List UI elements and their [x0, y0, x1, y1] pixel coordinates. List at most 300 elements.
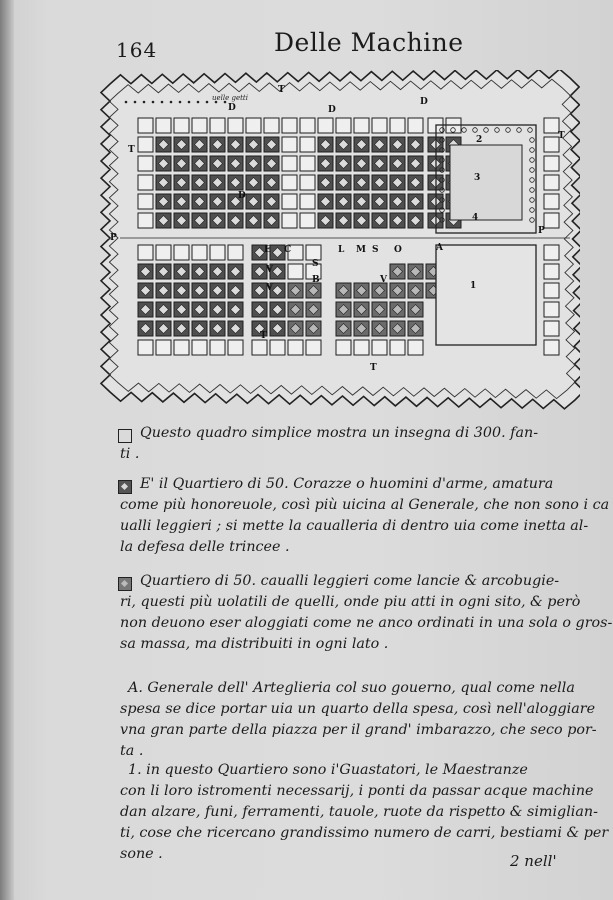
- quarter-cell: [264, 156, 279, 171]
- page-gutter: [0, 0, 14, 900]
- cell-square: [336, 340, 351, 355]
- quarter-cell: [372, 118, 387, 133]
- quarter-cell: [210, 175, 225, 190]
- road-dot: [206, 101, 209, 104]
- cell-square: [138, 118, 153, 133]
- plan-letter: C: [284, 245, 292, 255]
- plan-letter: T: [370, 363, 377, 373]
- quarter-cell: [372, 175, 387, 190]
- quarter-cell: [228, 321, 243, 336]
- cell-square: [288, 264, 303, 279]
- cell-square: [282, 213, 297, 228]
- plan-caption: uelle getti: [212, 94, 248, 102]
- cell-square: [282, 118, 297, 133]
- quarter-cell: [300, 213, 315, 228]
- quarter-cell: [544, 245, 559, 260]
- quarter-cell: [192, 321, 207, 336]
- cell-square: [544, 175, 559, 190]
- quarter-cell: [138, 175, 153, 190]
- quarter-cell: [252, 302, 267, 317]
- quarter-cell: [390, 321, 405, 336]
- cell-square: [174, 118, 189, 133]
- cell-square: [174, 340, 189, 355]
- quarter-cell: [544, 175, 559, 190]
- quarter-cell: [210, 321, 225, 336]
- plan-letter: T: [128, 145, 135, 155]
- cell-square: [228, 245, 243, 260]
- plan-letter: V: [266, 265, 273, 275]
- quarter-cell: [156, 264, 171, 279]
- quarter-cell: [138, 137, 153, 152]
- quarter-cell: [138, 156, 153, 171]
- legend-line: ri, questi più uolatili de quelli, onde piu atti in ogni sito, & però: [120, 594, 581, 610]
- cell-square: [408, 118, 423, 133]
- quarter-cell: [372, 321, 387, 336]
- quarter-cell: [544, 118, 559, 133]
- cell-square: [354, 340, 369, 355]
- plan-letter: P: [110, 233, 117, 243]
- quarter-cell: [228, 283, 243, 298]
- quarter-cell: [192, 264, 207, 279]
- quarter-cell: [390, 283, 405, 298]
- quarter-cell: [270, 245, 285, 260]
- cell-square: [264, 118, 279, 133]
- cell-square: [306, 245, 321, 260]
- legend-line: non deuono eser aloggiati come ne anco ordinati in una sola o gros-: [120, 615, 613, 631]
- quarter-cell: [156, 321, 171, 336]
- cell-square: [210, 118, 225, 133]
- quarter-cell: [138, 321, 153, 336]
- quarter-cell: [174, 245, 189, 260]
- quarter-cell: [354, 340, 369, 355]
- quarter-cell: [192, 245, 207, 260]
- quarter-cell: [156, 137, 171, 152]
- quarter-cell: [318, 175, 333, 190]
- quarter-cell: [270, 321, 285, 336]
- cell-square: [300, 194, 315, 209]
- quarter-cell: [138, 302, 153, 317]
- cell-square: [544, 264, 559, 279]
- quarter-cell: [306, 302, 321, 317]
- quarter-cell: [246, 156, 261, 171]
- quarter-cell: [372, 302, 387, 317]
- quarter-cell: [390, 264, 405, 279]
- quarter-cell: [390, 302, 405, 317]
- quarter-cell: [156, 194, 171, 209]
- legend-line: Quartiero di 50. caualli leggieri come lancie & arcobugie-: [140, 573, 560, 589]
- camp-plan-woodcut: [100, 70, 580, 410]
- cell-square: [282, 194, 297, 209]
- page-number: 164: [116, 38, 158, 62]
- plan-letter: A: [436, 243, 443, 253]
- quarter-cell: [408, 137, 423, 152]
- legend-line: la defesa delle trincee .: [120, 539, 290, 555]
- dark-diamond-square-icon: [118, 577, 132, 591]
- plan-letter: M: [356, 245, 366, 255]
- plan-letter: D: [420, 97, 428, 107]
- quarter-cell: [156, 340, 171, 355]
- quarter-cell: [336, 321, 351, 336]
- quarter-cell: [210, 302, 225, 317]
- paragraph-line: ta .: [120, 743, 144, 759]
- quarter-cell: [354, 302, 369, 317]
- quarter-cell: [408, 213, 423, 228]
- quarter-cell: [408, 302, 423, 317]
- quarter-cell: [174, 302, 189, 317]
- quarter-cell: [544, 283, 559, 298]
- quarter-cell: [264, 213, 279, 228]
- cell-square: [544, 340, 559, 355]
- quarter-cell: [336, 194, 351, 209]
- plan-letter: D: [228, 103, 236, 113]
- road-dot: [188, 101, 191, 104]
- quarter-cell: [544, 194, 559, 209]
- quarter-cell: [372, 194, 387, 209]
- quarter-cell: [288, 340, 303, 355]
- quarter-cell: [228, 302, 243, 317]
- cell-square: [174, 245, 189, 260]
- quarter-cell: [288, 283, 303, 298]
- quarter-cell: [318, 118, 333, 133]
- quarter-cell: [192, 302, 207, 317]
- paragraph-line: ti, cose che ricercano grandissimo numero de carri, bestiami & per: [120, 825, 609, 841]
- quarter-cell: [192, 194, 207, 209]
- quarter-cell: [408, 194, 423, 209]
- cell-square: [318, 118, 333, 133]
- paragraph-line: vna gran parte della piazza per il grand' imbarazzo, che seco por-: [120, 722, 597, 738]
- plan-letter: O: [394, 245, 402, 255]
- quarter-cell: [408, 321, 423, 336]
- quarter-cell: [246, 175, 261, 190]
- cell-square: [300, 137, 315, 152]
- cell-square: [306, 340, 321, 355]
- paragraph-line: dan alzare, funi, ferramenti, tauole, ruote da rispetto & simiglian-: [120, 804, 598, 820]
- quarter-cell: [174, 283, 189, 298]
- road-dot: [152, 101, 155, 104]
- quarter-cell: [318, 194, 333, 209]
- quarter-cell: [390, 137, 405, 152]
- quarter-cell: [192, 156, 207, 171]
- cell-square: [390, 118, 405, 133]
- legend-line: come più honoreuole, così più uicina al Generale, che non sono i ca: [120, 497, 610, 513]
- quarter-cell: [192, 340, 207, 355]
- quarter-cell: [354, 156, 369, 171]
- quarter-cell: [210, 194, 225, 209]
- quarter-cell: [138, 264, 153, 279]
- paragraph-line: sone .: [120, 846, 163, 862]
- cell-square: [192, 340, 207, 355]
- road-dot: [179, 101, 182, 104]
- quarter-cell: [354, 137, 369, 152]
- quarter-cell: [544, 137, 559, 152]
- quarter-cell: [306, 283, 321, 298]
- quarter-cell: [138, 118, 153, 133]
- cell-square: [138, 194, 153, 209]
- quarter-cell: [228, 175, 243, 190]
- quarter-cell: [192, 175, 207, 190]
- plan-letter: S: [372, 245, 379, 255]
- quarter-cell: [228, 264, 243, 279]
- quarter-cell: [306, 340, 321, 355]
- legend-line: Questo quadro simplice mostra un insegna di 300. fan-: [140, 425, 539, 441]
- cell-square: [138, 156, 153, 171]
- legend-line: ti .: [120, 446, 140, 462]
- artillery-quarter: [436, 245, 536, 345]
- cell-square: [544, 194, 559, 209]
- cell-square: [354, 118, 369, 133]
- plan-letter: T: [558, 131, 565, 141]
- quarter-cell: [544, 264, 559, 279]
- quarter-cell: [288, 302, 303, 317]
- quarter-cell: [264, 118, 279, 133]
- paragraph-line: con li loro istromenti necessarij, i ponti da passar acque machine: [120, 783, 594, 799]
- quarter-cell: [390, 175, 405, 190]
- cell-square: [300, 213, 315, 228]
- road-dot: [125, 101, 128, 104]
- quarter-cell: [252, 340, 267, 355]
- quarter-cell: [318, 156, 333, 171]
- quarter-cell: [408, 175, 423, 190]
- quarter-cell: [174, 194, 189, 209]
- cell-square: [372, 340, 387, 355]
- quarter-cell: [372, 156, 387, 171]
- cell-square: [156, 118, 171, 133]
- quarter-cell: [228, 137, 243, 152]
- quarter-cell: [354, 321, 369, 336]
- quarter-cell: [372, 283, 387, 298]
- plan-letter: T: [260, 331, 267, 341]
- quarter-cell: [372, 213, 387, 228]
- quarter-cell: [318, 213, 333, 228]
- plan-letter: 4: [472, 213, 479, 223]
- plan-letter: 1: [470, 281, 477, 291]
- cell-square: [544, 245, 559, 260]
- quarter-cell: [408, 156, 423, 171]
- quarter-cell: [246, 137, 261, 152]
- quarter-cell: [544, 213, 559, 228]
- quarter-cell: [228, 118, 243, 133]
- quarter-cell: [354, 283, 369, 298]
- cell-square: [138, 245, 153, 260]
- quarter-cell: [192, 213, 207, 228]
- quarter-cell: [156, 213, 171, 228]
- quarter-cell: [228, 213, 243, 228]
- quarter-cell: [336, 340, 351, 355]
- quarter-cell: [300, 175, 315, 190]
- quarter-cell: [282, 156, 297, 171]
- quarter-cell: [336, 137, 351, 152]
- quarter-cell: [390, 156, 405, 171]
- cell-square: [336, 118, 351, 133]
- quarter-cell: [544, 302, 559, 317]
- cell-square: [282, 156, 297, 171]
- quarter-cell: [210, 213, 225, 228]
- quarter-cell: [174, 156, 189, 171]
- plan-letter: D: [238, 191, 246, 201]
- cell-square: [228, 340, 243, 355]
- plan-letter: 2: [476, 135, 483, 145]
- quarter-cell: [306, 245, 321, 260]
- quarter-cell: [138, 213, 153, 228]
- quarter-cell: [372, 340, 387, 355]
- paragraph-line: A. Generale dell' Arteglieria col suo gouerno, qual come nella: [128, 680, 575, 696]
- quarter-cell: [408, 118, 423, 133]
- catchword: 2 nell': [510, 852, 557, 870]
- cell-square: [390, 340, 405, 355]
- quarter-cell: [192, 137, 207, 152]
- road-dot: [197, 101, 200, 104]
- quarter-cell: [156, 156, 171, 171]
- quarter-cell: [174, 340, 189, 355]
- quarter-cell: [174, 118, 189, 133]
- quarter-cell: [300, 118, 315, 133]
- plan-letter: P: [538, 226, 545, 236]
- quarter-cell: [210, 283, 225, 298]
- cell-square: [544, 283, 559, 298]
- quarter-cell: [156, 118, 171, 133]
- quarter-cell: [252, 264, 267, 279]
- plan-letter: D: [328, 105, 336, 115]
- plain-square-icon: [118, 429, 132, 443]
- general-tent: [450, 145, 522, 220]
- legend-line: ualli leggieri ; si mette la caualleria di dentro uia come inetta al-: [120, 518, 589, 534]
- quarter-cell: [390, 194, 405, 209]
- quarter-cell: [336, 118, 351, 133]
- quarter-cell: [282, 137, 297, 152]
- cell-square: [544, 137, 559, 152]
- cell-square: [138, 175, 153, 190]
- road-dot: [161, 101, 164, 104]
- quarter-cell: [264, 137, 279, 152]
- road-dot: [143, 101, 146, 104]
- quarter-cell: [174, 175, 189, 190]
- quarter-cell: [174, 137, 189, 152]
- quarter-cell: [408, 340, 423, 355]
- cell-square: [282, 175, 297, 190]
- cell-square: [228, 118, 243, 133]
- quarter-cell: [390, 213, 405, 228]
- cell-square: [408, 340, 423, 355]
- quarter-cell: [264, 194, 279, 209]
- cell-square: [544, 156, 559, 171]
- quarter-cell: [336, 213, 351, 228]
- running-head: Delle Machine: [274, 28, 464, 57]
- quarter-cell: [156, 302, 171, 317]
- quarter-cell: [306, 321, 321, 336]
- quarter-cell: [192, 283, 207, 298]
- cell-square: [544, 118, 559, 133]
- quarter-cell: [354, 213, 369, 228]
- quarter-cell: [282, 118, 297, 133]
- quarter-cell: [192, 118, 207, 133]
- cell-square: [300, 156, 315, 171]
- cell-square: [156, 245, 171, 260]
- plan-letter: E: [264, 245, 271, 255]
- quarter-cell: [174, 213, 189, 228]
- cell-square: [544, 321, 559, 336]
- quarter-cell: [354, 194, 369, 209]
- quarter-cell: [270, 340, 285, 355]
- quarter-cell: [174, 264, 189, 279]
- quarter-cell: [282, 213, 297, 228]
- quarter-cell: [544, 321, 559, 336]
- quarter-cell: [544, 156, 559, 171]
- legend-line: E' il Quartiero di 50. Corazze o huomini d'arme, amatura: [140, 476, 554, 492]
- plan-letter: V: [380, 275, 387, 285]
- quarter-cell: [174, 321, 189, 336]
- quarter-cell: [246, 194, 261, 209]
- quarter-cell: [156, 175, 171, 190]
- quarter-cell: [252, 283, 267, 298]
- quarter-cell: [282, 194, 297, 209]
- cell-square: [138, 137, 153, 152]
- quarter-cell: [210, 245, 225, 260]
- quarter-cell: [228, 340, 243, 355]
- quarter-cell: [354, 175, 369, 190]
- quarter-cell: [354, 118, 369, 133]
- quarter-cell: [408, 283, 423, 298]
- quarter-cell: [138, 340, 153, 355]
- cell-square: [300, 118, 315, 133]
- quarter-cell: [156, 283, 171, 298]
- quarter-cell: [300, 156, 315, 171]
- quarter-cell: [210, 118, 225, 133]
- quarter-cell: [138, 194, 153, 209]
- quarter-cell: [288, 321, 303, 336]
- diamond-square-icon: [118, 480, 132, 494]
- cell-square: [288, 340, 303, 355]
- quarter-cell: [318, 137, 333, 152]
- quarter-cell: [210, 137, 225, 152]
- paragraph-line: 1. in questo Quartiero sono i'Guastatori, le Maestranze: [128, 762, 528, 778]
- quarter-cell: [246, 118, 261, 133]
- quarter-cell: [390, 340, 405, 355]
- quarter-cell: [336, 156, 351, 171]
- plan-letter: B: [312, 275, 320, 285]
- quarter-cell: [138, 283, 153, 298]
- road-dot: [134, 101, 137, 104]
- cell-square: [270, 340, 285, 355]
- cell-square: [544, 302, 559, 317]
- quarter-cell: [264, 175, 279, 190]
- quarter-cell: [336, 175, 351, 190]
- quarter-cell: [288, 264, 303, 279]
- cell-square: [282, 137, 297, 152]
- cell-square: [252, 340, 267, 355]
- quarter-cell: [336, 283, 351, 298]
- cell-square: [210, 340, 225, 355]
- cell-square: [138, 340, 153, 355]
- quarter-cell: [544, 340, 559, 355]
- quarter-cell: [210, 264, 225, 279]
- quarter-cell: [210, 156, 225, 171]
- cell-square: [544, 213, 559, 228]
- quarter-cell: [300, 194, 315, 209]
- plan-letter: S: [312, 259, 319, 269]
- quarter-cell: [282, 175, 297, 190]
- cell-square: [300, 175, 315, 190]
- cell-square: [210, 245, 225, 260]
- cell-square: [192, 245, 207, 260]
- quarter-cell: [246, 213, 261, 228]
- quarter-cell: [138, 245, 153, 260]
- quarter-cell: [408, 264, 423, 279]
- quarter-cell: [270, 302, 285, 317]
- cell-square: [156, 340, 171, 355]
- quarter-cell: [300, 137, 315, 152]
- quarter-cell: [156, 245, 171, 260]
- paragraph-line: spesa se dice portar uia un quarto della spesa, così nell'aloggiare: [120, 701, 596, 717]
